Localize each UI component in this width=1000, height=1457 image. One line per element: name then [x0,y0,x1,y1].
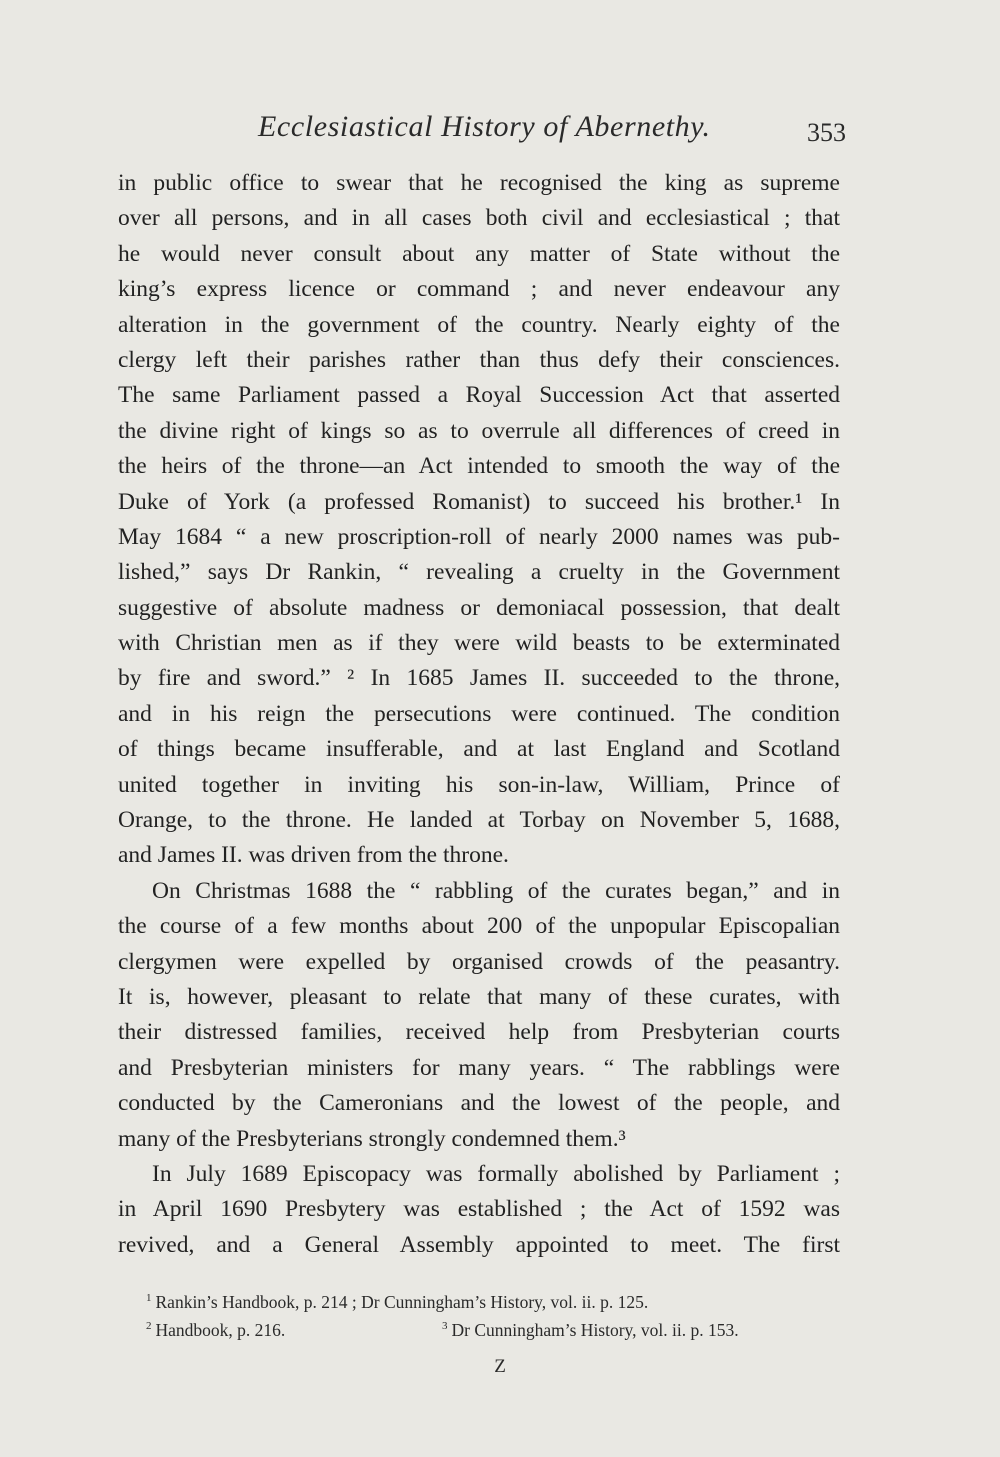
text-line: over all persons, and in all cases both civil and ecclesiastical ; that [118,205,840,232]
text-line: he would never consult about any matter of State without the [118,240,840,267]
footnote-marker: 1 [146,1292,152,1304]
text-line: alteration in the government of the country. Nearly eighty of the [118,311,840,338]
text-line: suggestive of absolute madness or demoniacal possession, that dealt [118,594,840,621]
text-line: the heirs of the throne—an Act intended to smooth the way of the [118,453,840,480]
text-line: It is, however, pleasant to relate that many of these curates, with [118,983,840,1010]
text-line: conducted by the Cameronians and the lowest of the people, and [118,1090,840,1117]
body-text [118,166,840,1263]
footnote-text: Rankin’s Handbook, p. 214 ; Dr Cunningham’s History, vol. ii. p. 125. [155,1291,649,1312]
text-line: many of the Presbyterians strongly condemned them.³ [118,1125,626,1152]
text-line: the course of a few months about 200 of the unpopular Episcopalian [118,913,840,940]
footnote-marker: 3 [442,1320,448,1332]
running-title: Ecclesiastical History of Abernethy. [258,110,711,143]
footnote-text: Dr Cunningham’s History, vol. ii. p. 153. [451,1319,739,1340]
text-line: by fire and sword.” ² In 1685 James II. succeeded to the throne, [118,665,840,692]
paragraph-start-line: On Christmas 1688 the “ rabbling of the curates began,” and in [152,877,840,904]
text-line: of things became insufferable, and at last England and Scotland [118,736,840,763]
running-head [118,106,846,150]
footnote-3 [442,1312,739,1344]
text-line: lished,” says Dr Rankin, “ revealing a cruelty in the Government [118,559,840,586]
footnote-marker: 2 [146,1320,152,1332]
paragraph-start-line: In July 1689 Episcopacy was formally abolished by Parliament ; [152,1160,840,1187]
text-line: with Christian men as if they were wild beasts to be exterminated [118,630,840,657]
text-line: their distressed families, received help from Presbyterian courts [118,1019,840,1046]
footnotes [146,1284,846,1340]
page-number: 353 [807,118,846,147]
text-line: king’s express licence or command ; and never endeavour any [118,276,840,303]
text-line: and in his reign the persecutions were continued. The condition [118,700,840,727]
text-line: in public office to swear that he recognised the king as supreme [118,170,840,196]
text-line: The same Parliament passed a Royal Succession Act that asserted [118,382,840,409]
text-line: May 1684 “ a new proscription-roll of nearly 2000 names was pub- [118,523,840,550]
text-line: and Presbyterian ministers for many years. “ The rabblings were [118,1054,840,1081]
text-line: Orange, to the throne. He landed at Torbay on November 5, 1688, [118,807,840,834]
text-line: in April 1690 Presbytery was established ; the Act of 1592 was [118,1196,840,1223]
text-line: and James II. was driven from the throne. [118,842,509,869]
footnote-2 [146,1320,285,1340]
text-line: revived, and a General Assembly appointed to meet. The first [118,1231,840,1258]
footnote-row [146,1312,846,1340]
text-line: united together in inviting his son-in-law, William, Prince of [118,771,840,798]
footnote-text: Handbook, p. 216. [155,1319,286,1340]
text-line: clergy left their parishes rather than thus defy their consciences. [118,346,840,373]
signature-mark: Z [494,1356,506,1377]
text-line: the divine right of kings so as to overrule all differences of creed in [118,417,840,444]
text-line: clergymen were expelled by organised crowds of the peasantry. [118,948,840,975]
footnote-1 [146,1284,846,1312]
text-line: Duke of York (a professed Romanist) to succeed his brother.¹ In [118,488,840,515]
